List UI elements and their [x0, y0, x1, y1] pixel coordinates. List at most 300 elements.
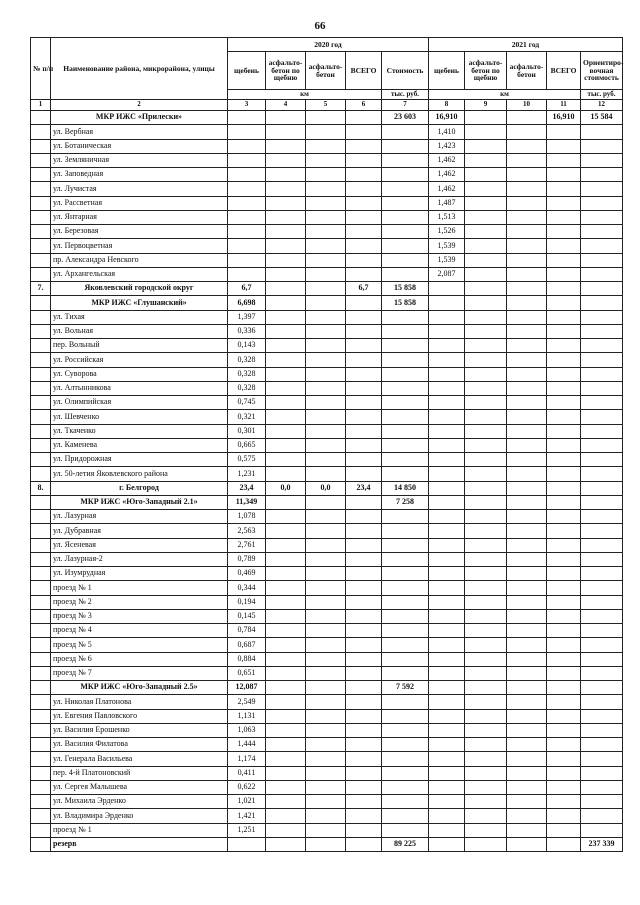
cell-c11: [547, 381, 581, 395]
cell-c6: 23,4: [346, 481, 382, 495]
col-number: 9: [465, 100, 507, 111]
unit-km-2020: км: [228, 90, 382, 100]
cell-c10: [507, 438, 547, 452]
cell-c8: [429, 396, 465, 410]
cell-c5: [306, 809, 346, 823]
row-name: проезд № 7: [51, 666, 228, 680]
cell-c3: 1,021: [228, 795, 266, 809]
row-number: [31, 524, 51, 538]
cell-c8: [429, 837, 465, 851]
cell-c12: [581, 567, 623, 581]
cell-c4: [266, 424, 306, 438]
cell-c10: [507, 681, 547, 695]
cell-c10: [507, 282, 547, 296]
cell-c7: 15 858: [382, 296, 429, 310]
cell-c4: [266, 795, 306, 809]
col-number: 8: [429, 100, 465, 111]
cell-c7: [382, 182, 429, 196]
col-header: Стоимость: [382, 52, 429, 90]
cell-c5: [306, 282, 346, 296]
cell-c11: [547, 182, 581, 196]
row-number: [31, 324, 51, 338]
row-name: проезд № 3: [51, 609, 228, 623]
cell-c3: [228, 210, 266, 224]
row-number: [31, 809, 51, 823]
row-number: [31, 609, 51, 623]
col-header: Ориентиро-вочная стоимость: [581, 52, 623, 90]
cell-c7: [382, 695, 429, 709]
cell-c5: [306, 581, 346, 595]
cell-c7: [382, 780, 429, 794]
cell-c4: [266, 723, 306, 737]
cell-c5: [306, 695, 346, 709]
cell-c5: [306, 638, 346, 652]
cell-c4: [266, 823, 306, 837]
cell-c4: [266, 168, 306, 182]
cell-c9: [465, 139, 507, 153]
cell-c8: [429, 552, 465, 566]
cell-c4: [266, 182, 306, 196]
microdistrict-row: [31, 296, 623, 310]
cell-c3: 0,575: [228, 453, 266, 467]
cell-c5: [306, 595, 346, 609]
cell-c8: [429, 709, 465, 723]
cell-c10: [507, 780, 547, 794]
microdistrict-row: [31, 681, 623, 695]
cell-c5: [306, 381, 346, 395]
cell-c12: [581, 424, 623, 438]
cell-c6: [346, 766, 382, 780]
cell-c9: [465, 609, 507, 623]
cell-c8: 2,087: [429, 267, 465, 281]
page-number: 66: [314, 20, 326, 32]
cell-c9: [465, 524, 507, 538]
row-name: ул. Сергея Малышева: [51, 780, 228, 794]
street-row: [31, 738, 623, 752]
cell-c12: [581, 139, 623, 153]
cell-c11: [547, 795, 581, 809]
row-name: ул. Василия Ерошенко: [51, 723, 228, 737]
cell-c11: 16,910: [547, 111, 581, 125]
cell-c11: [547, 766, 581, 780]
cell-c3: 0,665: [228, 438, 266, 452]
cell-c5: [306, 339, 346, 353]
street-row: [31, 652, 623, 666]
row-name: г. Белгород: [51, 481, 228, 495]
row-number: [31, 766, 51, 780]
cell-c5: [306, 780, 346, 794]
cell-c7: [382, 139, 429, 153]
cell-c11: [547, 652, 581, 666]
row-name: пр. Александра Невского: [51, 253, 228, 267]
row-number: [31, 367, 51, 381]
cell-c3: 0,328: [228, 367, 266, 381]
cell-c9: [465, 723, 507, 737]
cell-c9: [465, 752, 507, 766]
cell-c5: [306, 168, 346, 182]
cell-c5: [306, 681, 346, 695]
cell-c9: [465, 780, 507, 794]
cell-c5: [306, 253, 346, 267]
cell-c12: [581, 481, 623, 495]
col-header: щебень: [228, 52, 266, 90]
row-name: ул. Ботаническая: [51, 139, 228, 153]
cell-c11: [547, 681, 581, 695]
cell-c7: [382, 410, 429, 424]
cell-c8: [429, 424, 465, 438]
cell-c5: [306, 410, 346, 424]
cell-c7: [382, 267, 429, 281]
cell-c12: [581, 666, 623, 680]
cell-c7: [382, 624, 429, 638]
cell-c8: [429, 524, 465, 538]
cell-c10: [507, 723, 547, 737]
row-number: [31, 396, 51, 410]
row-name: МКР ИЖС «Прилески»: [51, 111, 228, 125]
street-row: [31, 823, 623, 837]
cell-c4: [266, 139, 306, 153]
cell-c5: [306, 666, 346, 680]
cell-c6: [346, 795, 382, 809]
cell-c11: [547, 510, 581, 524]
cell-c5: [306, 182, 346, 196]
cell-c7: [382, 752, 429, 766]
row-name: ул. Евгения Павловского: [51, 709, 228, 723]
row-name: проезд № 5: [51, 638, 228, 652]
row-name: ул. Тихая: [51, 310, 228, 324]
cell-c3: 1,444: [228, 738, 266, 752]
cell-c11: [547, 210, 581, 224]
cell-c4: [266, 552, 306, 566]
row-number: [31, 666, 51, 680]
cell-c7: [382, 424, 429, 438]
cell-c3: [228, 225, 266, 239]
cell-c9: [465, 581, 507, 595]
col-number: 2: [51, 100, 228, 111]
row-number: [31, 168, 51, 182]
cell-c11: [547, 738, 581, 752]
cell-c9: [465, 396, 507, 410]
row-number: [31, 695, 51, 709]
cell-c10: [507, 125, 547, 139]
street-row: [31, 453, 623, 467]
cell-c12: [581, 809, 623, 823]
col-name-header: Наименование района, микрорайона, улицы: [51, 38, 228, 100]
row-number: [31, 510, 51, 524]
cell-c12: [581, 467, 623, 481]
cell-c4: [266, 438, 306, 452]
row-name: МКР ИЖС «Юго-Западный 2.1»: [51, 495, 228, 509]
cell-c11: [547, 552, 581, 566]
cell-c8: [429, 453, 465, 467]
row-number: [31, 267, 51, 281]
table-body: [31, 111, 623, 852]
row-number: [31, 638, 51, 652]
row-name: ул. Архангельская: [51, 267, 228, 281]
row-name: ул. Ткаченко: [51, 424, 228, 438]
cell-c5: [306, 567, 346, 581]
row-number: [31, 182, 51, 196]
col-number: 1: [31, 100, 51, 111]
cell-c6: [346, 353, 382, 367]
cell-c12: [581, 780, 623, 794]
cell-c12: [581, 453, 623, 467]
cell-c5: [306, 210, 346, 224]
cell-c8: [429, 638, 465, 652]
district-row: [31, 282, 623, 296]
cell-c6: [346, 111, 382, 125]
cell-c10: [507, 253, 547, 267]
cell-c8: 1,462: [429, 153, 465, 167]
cell-c10: [507, 510, 547, 524]
cell-c9: [465, 823, 507, 837]
cell-c8: [429, 353, 465, 367]
cell-c3: 1,078: [228, 510, 266, 524]
cell-c10: [507, 339, 547, 353]
cell-c7: [382, 196, 429, 210]
street-row: [31, 638, 623, 652]
street-row: [31, 125, 623, 139]
cell-c10: [507, 495, 547, 509]
cell-c5: [306, 296, 346, 310]
cell-c11: [547, 823, 581, 837]
cell-c6: [346, 453, 382, 467]
row-name: ул. Заповедная: [51, 168, 228, 182]
cell-c3: 0,411: [228, 766, 266, 780]
cell-c10: [507, 310, 547, 324]
cell-c4: [266, 681, 306, 695]
street-row: [31, 210, 623, 224]
cell-c4: [266, 239, 306, 253]
cell-c10: [507, 139, 547, 153]
cell-c10: [507, 424, 547, 438]
cell-c9: [465, 809, 507, 823]
cell-c11: [547, 153, 581, 167]
cell-c3: [228, 182, 266, 196]
row-number: [31, 225, 51, 239]
roads-table: [30, 37, 623, 852]
cell-c12: [581, 153, 623, 167]
cell-c4: [266, 695, 306, 709]
cell-c3: 6,7: [228, 282, 266, 296]
cell-c7: [382, 795, 429, 809]
cell-c9: [465, 182, 507, 196]
col-number: 11: [547, 100, 581, 111]
cell-c8: [429, 681, 465, 695]
row-number: [31, 837, 51, 851]
cell-c9: [465, 367, 507, 381]
cell-c7: [382, 210, 429, 224]
cell-c8: [429, 581, 465, 595]
cell-c7: [382, 524, 429, 538]
cell-c10: [507, 210, 547, 224]
cell-c8: [429, 752, 465, 766]
cell-c11: [547, 752, 581, 766]
cell-c12: [581, 652, 623, 666]
cell-c8: [429, 296, 465, 310]
cell-c7: [382, 353, 429, 367]
cell-c3: 23,4: [228, 481, 266, 495]
cell-c10: [507, 752, 547, 766]
cell-c4: [266, 624, 306, 638]
cell-c6: [346, 495, 382, 509]
cell-c10: [507, 567, 547, 581]
cell-c11: [547, 196, 581, 210]
cell-c3: 0,328: [228, 353, 266, 367]
cell-c6: [346, 780, 382, 794]
cell-c5: [306, 367, 346, 381]
cell-c8: 1,513: [429, 210, 465, 224]
cell-c10: [507, 296, 547, 310]
row-number: [31, 595, 51, 609]
cell-c7: [382, 396, 429, 410]
street-row: [31, 709, 623, 723]
row-name: ул. Рассветная: [51, 196, 228, 210]
cell-c12: [581, 225, 623, 239]
row-name: ул. Лучистая: [51, 182, 228, 196]
row-number: [31, 795, 51, 809]
cell-c7: [382, 709, 429, 723]
cell-c10: [507, 381, 547, 395]
cell-c11: [547, 666, 581, 680]
cell-c6: [346, 624, 382, 638]
cell-c7: [382, 567, 429, 581]
cell-c6: [346, 652, 382, 666]
row-number: [31, 738, 51, 752]
cell-c6: [346, 153, 382, 167]
cell-c5: [306, 267, 346, 281]
cell-c3: 2,549: [228, 695, 266, 709]
cell-c7: [382, 723, 429, 737]
street-row: [31, 153, 623, 167]
cell-c3: 0,789: [228, 552, 266, 566]
cell-c9: [465, 567, 507, 581]
row-number: [31, 111, 51, 125]
cell-c12: [581, 538, 623, 552]
cell-c7: [382, 381, 429, 395]
cell-c7: [382, 225, 429, 239]
cell-c3: 1,397: [228, 310, 266, 324]
cell-c12: [581, 723, 623, 737]
cell-c4: [266, 666, 306, 680]
cell-c9: [465, 253, 507, 267]
reserve-row: [31, 837, 623, 851]
cell-c5: [306, 510, 346, 524]
col-no-header: № п/п: [31, 38, 51, 100]
row-name: ул. Придорожная: [51, 453, 228, 467]
cell-c5: [306, 438, 346, 452]
cell-c4: [266, 282, 306, 296]
cell-c3: 1,251: [228, 823, 266, 837]
cell-c8: [429, 381, 465, 395]
cell-c6: [346, 752, 382, 766]
cell-c11: [547, 567, 581, 581]
cell-c11: [547, 324, 581, 338]
cell-c7: [382, 324, 429, 338]
row-number: [31, 538, 51, 552]
row-number: 7.: [31, 282, 51, 296]
cell-c10: [507, 823, 547, 837]
street-row: [31, 353, 623, 367]
year-2020-header: 2020 год: [228, 38, 429, 52]
cell-c8: 1,423: [429, 139, 465, 153]
row-name: ул. Василия Филатова: [51, 738, 228, 752]
cell-c8: [429, 766, 465, 780]
street-row: [31, 809, 623, 823]
cell-c10: [507, 267, 547, 281]
cell-c11: [547, 538, 581, 552]
cell-c5: [306, 823, 346, 837]
row-number: [31, 253, 51, 267]
cell-c12: [581, 581, 623, 595]
col-header: асфальто-бетон: [306, 52, 346, 90]
cell-c12: [581, 324, 623, 338]
cell-c4: [266, 367, 306, 381]
cell-c12: [581, 239, 623, 253]
col-header: асфальто-бетон по щебню: [266, 52, 306, 90]
cell-c5: [306, 837, 346, 851]
cell-c3: 1,421: [228, 809, 266, 823]
row-number: [31, 210, 51, 224]
cell-c7: 7 592: [382, 681, 429, 695]
cell-c5: [306, 709, 346, 723]
cell-c12: [581, 339, 623, 353]
cell-c8: [429, 738, 465, 752]
row-name: ул. Изумрудная: [51, 567, 228, 581]
cell-c9: [465, 453, 507, 467]
cell-c10: [507, 624, 547, 638]
cell-c8: 1,539: [429, 239, 465, 253]
cell-c7: [382, 595, 429, 609]
cell-c4: [266, 638, 306, 652]
cell-c11: [547, 780, 581, 794]
cell-c3: 0,745: [228, 396, 266, 410]
cell-c10: [507, 652, 547, 666]
col-number: 6: [346, 100, 382, 111]
cell-c11: [547, 695, 581, 709]
cell-c9: [465, 153, 507, 167]
cell-c8: [429, 438, 465, 452]
cell-c3: 0,687: [228, 638, 266, 652]
cell-c9: [465, 795, 507, 809]
cell-c12: [581, 210, 623, 224]
cell-c12: [581, 595, 623, 609]
cell-c4: [266, 125, 306, 139]
cell-c4: [266, 210, 306, 224]
cell-c7: [382, 310, 429, 324]
cell-c9: [465, 225, 507, 239]
cell-c9: [465, 738, 507, 752]
street-row: [31, 666, 623, 680]
cell-c8: [429, 538, 465, 552]
cell-c4: [266, 339, 306, 353]
cell-c4: [266, 324, 306, 338]
row-name: ул. Янтарная: [51, 210, 228, 224]
street-row: [31, 239, 623, 253]
cell-c5: [306, 552, 346, 566]
cell-c5: [306, 609, 346, 623]
row-name: ул. Лазурная-2: [51, 552, 228, 566]
cell-c3: 0,321: [228, 410, 266, 424]
cell-c7: 14 850: [382, 481, 429, 495]
cell-c6: [346, 410, 382, 424]
street-row: [31, 524, 623, 538]
cell-c12: [581, 524, 623, 538]
cell-c11: [547, 410, 581, 424]
cell-c3: 0,469: [228, 567, 266, 581]
street-row: [31, 695, 623, 709]
cell-c9: [465, 210, 507, 224]
